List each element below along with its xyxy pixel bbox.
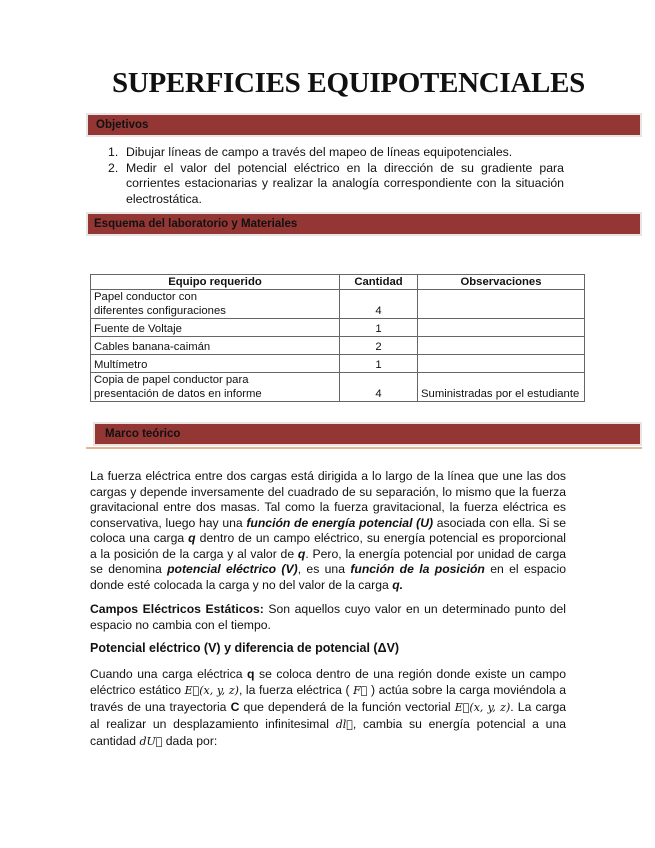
text: se coloca dentro de una región donde existe un campo eléctrico estático [90,666,566,697]
cell: Papel conductor con diferentes configuraciones [91,290,340,319]
emphasis: q [297,546,306,561]
paragraph-static-fields [90,602,566,633]
cell [418,290,585,319]
cell: Copia de papel conductor para presentación de datos en informe [91,373,340,402]
section-header-marco: Marco teórico [93,422,642,446]
emphasis: potencial eléctrico (V) [167,562,298,576]
item-text: Medir el valor del potencial eléctrico en la dirección de su gradiente para corrientes estacionarias y realizar la analogía correspondiente con la situación electrostática. [126,160,564,206]
page-title: SUPERFICIES EQUIPOTENCIALES [112,67,585,99]
header-cell: Equipo requerido [91,275,340,290]
cell [418,319,585,337]
cell: 1 [340,355,418,373]
emphasis: q [247,666,255,681]
cell [418,337,585,355]
text: dada por: [162,733,218,748]
section-header-objetivos: Objetivos [86,113,642,137]
cell: 1 [340,319,418,337]
text: en el espacio donde esté colocada la carga y no del valor de la carga [90,562,566,592]
text: , es una [297,562,351,576]
item-number: 1. [108,145,119,159]
cell: Cables banana-caimán [91,337,340,355]
math: E⃗(x, y, z) [184,683,239,697]
text: , la fuerza eléctrica ( [238,682,354,697]
list-item [108,161,564,208]
list-item [108,145,564,161]
cell: Suministradas por el estudiante [418,373,585,402]
objectives-list [108,145,564,207]
divider [86,447,642,449]
text: que dependerá de la función vectorial [239,699,455,714]
math: E⃗(x, y, z) [454,700,511,714]
table-row [91,319,585,337]
cell: 2 [340,337,418,355]
text: Son aquellos cuyo valor en un determinado punto del espacio no cambia con el tiempo. [90,602,566,632]
math: F⃗ [353,683,368,697]
emphasis: función de energía potencial (U) [246,515,434,530]
text: Cuando una carga eléctrica [90,666,247,681]
emphasis: q [188,531,196,545]
item-text: Dibujar líneas de campo a través del mapeo de líneas equipotenciales. [126,145,513,159]
table-header-row [91,275,585,290]
text: La fuerza eléctrica entre dos cargas está dirigida a lo largo de la línea que une las dos cargas y depende inversamente del cuadrado de su separación, lo mismo que la fuerza gravitacional entre dos masas. Tal como la fuerza gravitacional, la fuerza eléctrica es conservativa, luego hay una [90,469,566,530]
section-header-esquema: Esquema del laboratorio y Materiales [86,212,642,236]
table-row [91,355,585,373]
text: dentro de un campo eléctrico, su energía potencial es proporcional a la posición de la carga y al valor de [90,531,566,561]
table-row [91,373,585,402]
text: ) actúa sobre la carga moviéndola a través de una trayectoria [90,682,566,714]
item-number: 2. [108,160,119,175]
emphasis: C [230,699,240,714]
paragraph-potential [90,666,566,750]
document-body [86,0,642,770]
math: dl⃗ [335,717,353,731]
cell: 4 [340,290,418,319]
text: . La carga al realizar un desplazamiento infinitesimal [90,699,566,731]
cell: Fuente de Voltaje [91,319,340,337]
term: Campos Eléctricos Estáticos: [90,602,264,616]
cell [418,355,585,373]
math: dU⃗ [139,734,163,748]
header-cell: Observaciones [418,275,585,290]
emphasis: q. [392,577,404,592]
text: asociada con ella. Si se coloca una carga [90,515,566,545]
paragraph-intro [90,469,566,593]
equipment-table [90,274,585,402]
text: . Pero, la energía potencial por unidad de carga se denomina [90,546,567,576]
cell: Multímetro [91,355,340,373]
subheading: Potencial eléctrico (V) y diferencia de potencial (ΔV) [90,641,400,655]
table-row [91,290,585,319]
emphasis: función de la posición [350,562,485,576]
table-row [91,337,585,355]
text: , cambia su energía potencial a una cantidad [90,716,567,748]
header-cell: Cantidad [340,275,418,290]
cell: 4 [340,373,418,402]
